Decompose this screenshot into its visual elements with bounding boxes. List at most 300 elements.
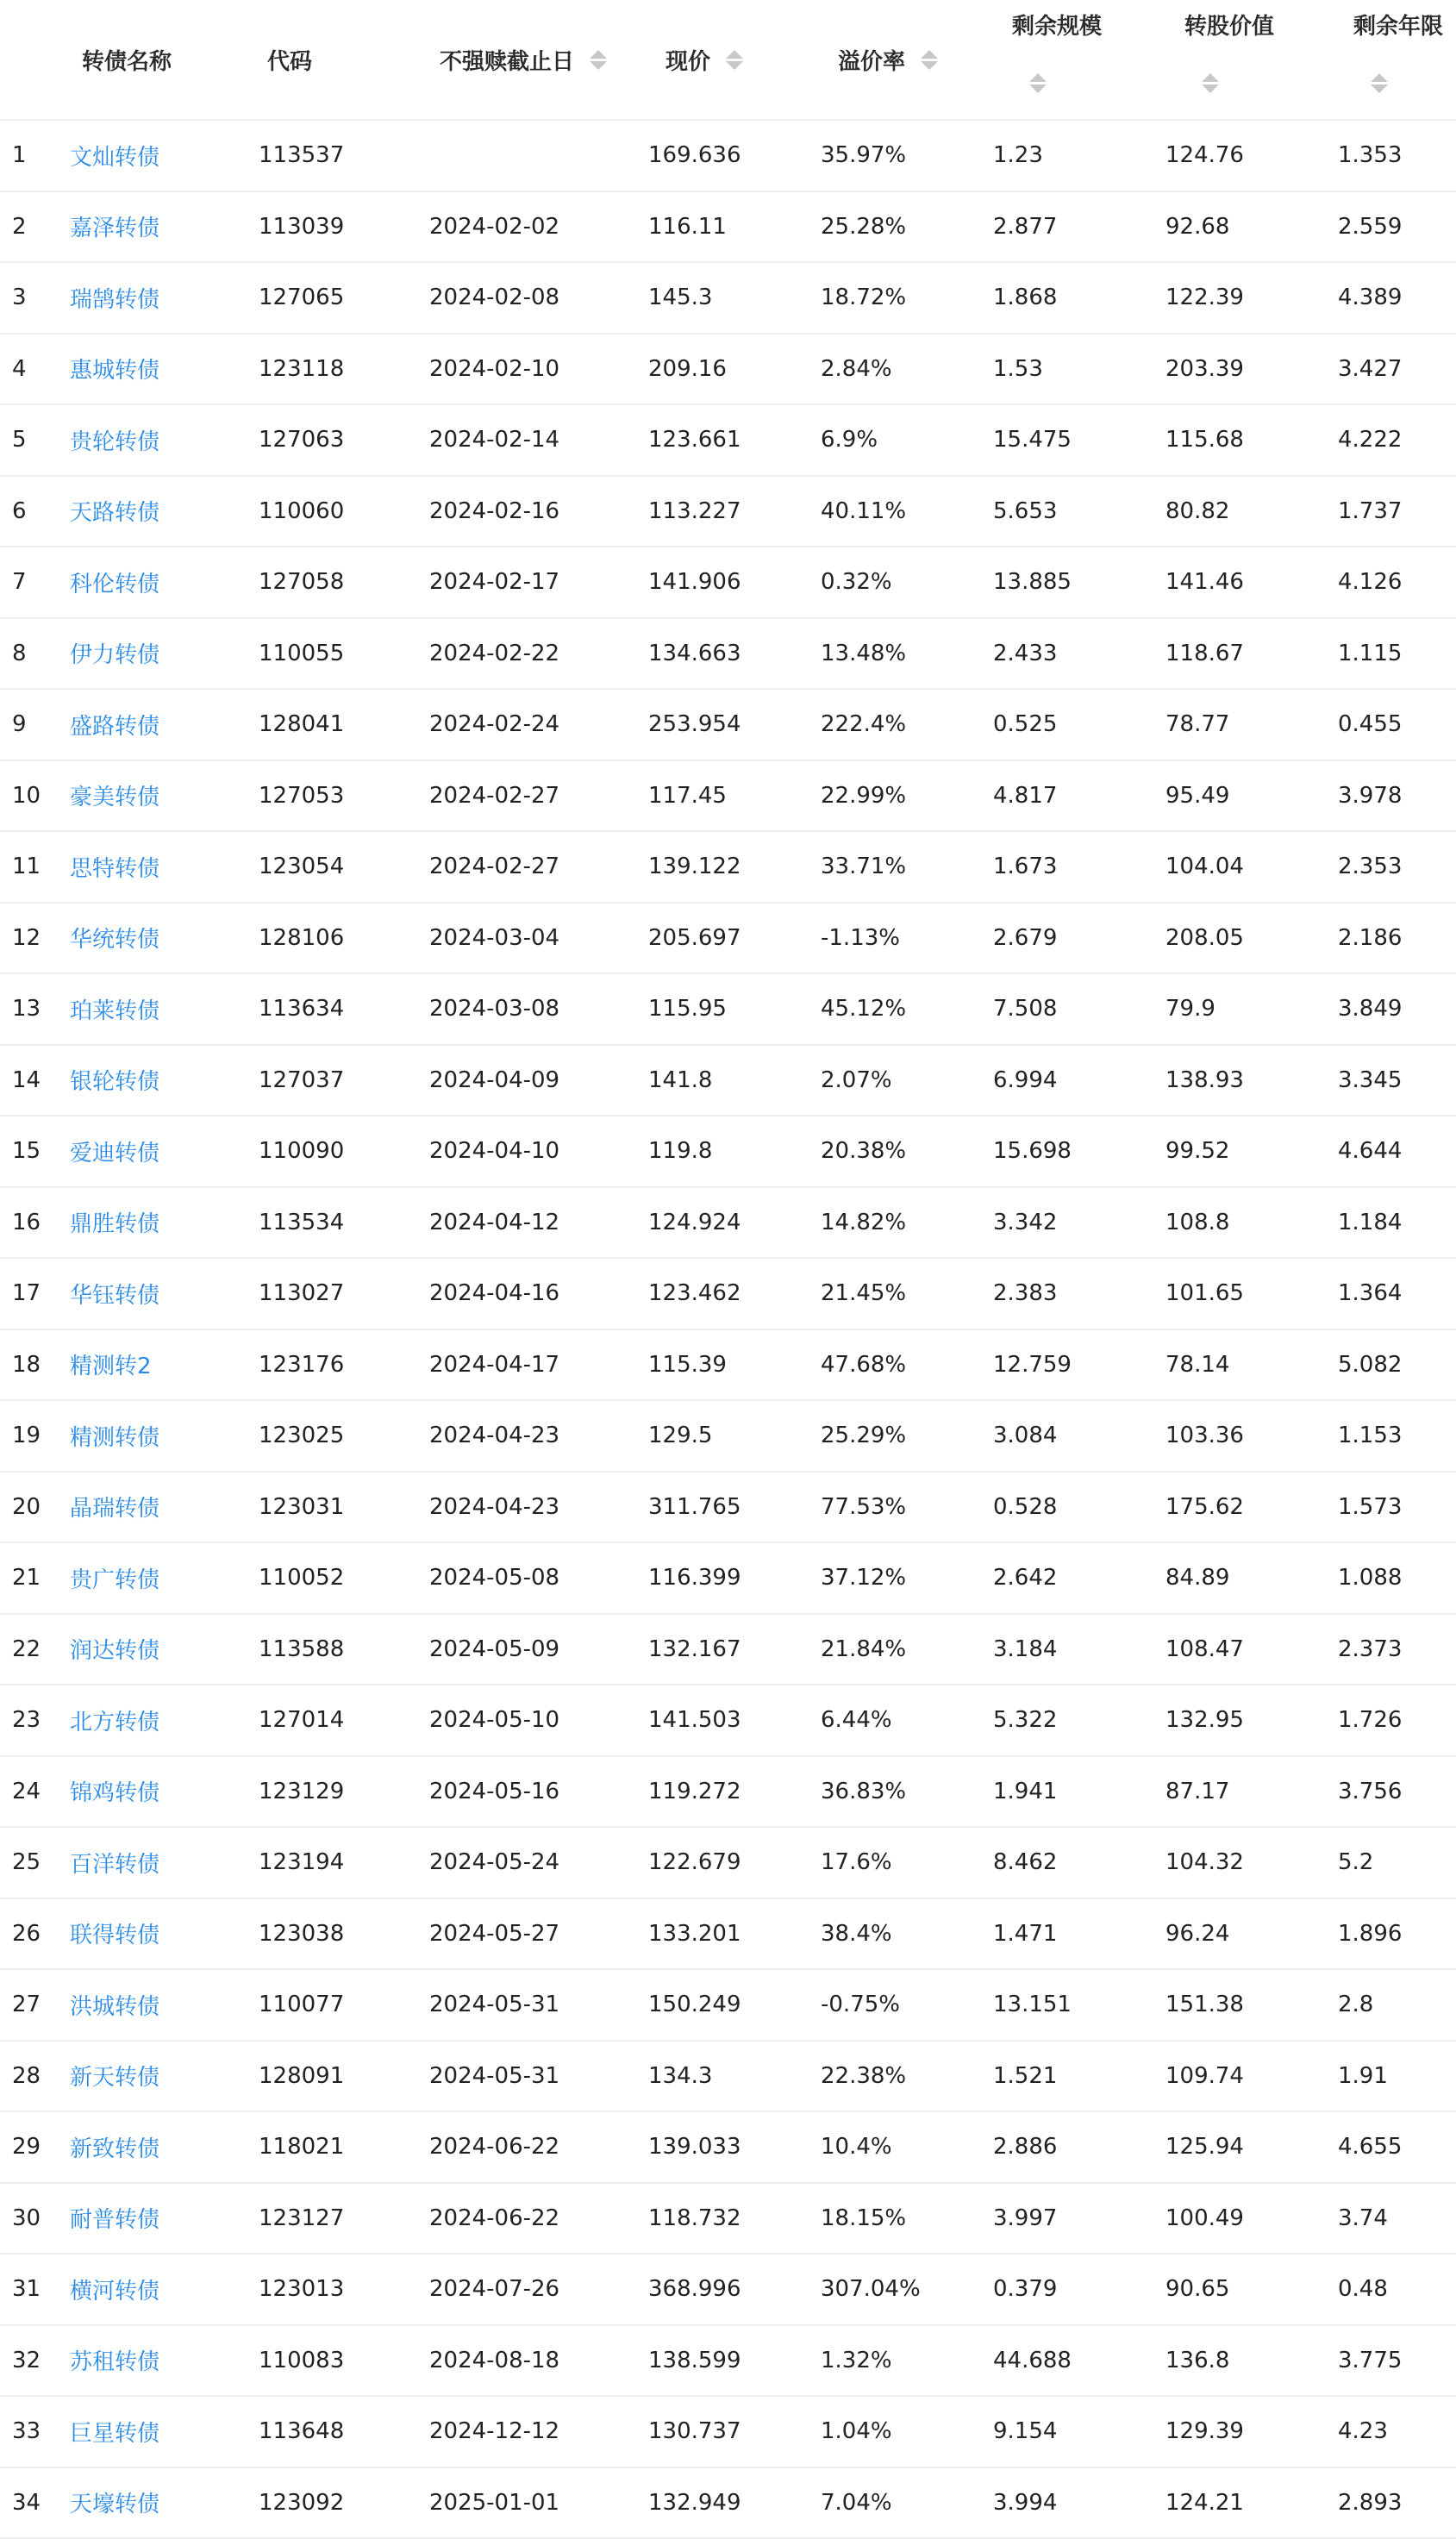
row-index-cell: [0, 1472, 65, 1543]
bond-name-link-cell: [65, 547, 250, 618]
row-index: 7: [12, 569, 27, 596]
conversion-value: 104.32: [1165, 1849, 1244, 1876]
bond-name-link[interactable]: 天路转债: [70, 500, 160, 527]
current-price-cell: [648, 1969, 821, 2041]
remaining-scale-cell: [993, 1685, 1165, 1756]
redeem-deadline-date: 2024-02-16: [429, 497, 560, 524]
bond-name-link-cell: [65, 1542, 250, 1614]
remaining-scale-cell: [993, 760, 1165, 832]
premium-rate: 21.84%: [821, 1635, 907, 1662]
premium-rate-cell: [821, 1116, 993, 1187]
header-redeem-date[interactable]: [422, 0, 648, 120]
remaining-years-cell: [1338, 1756, 1456, 1828]
remaining-years-cell: [1338, 191, 1456, 263]
redeem-deadline-date-cell: [422, 1116, 648, 1187]
table-row[interactable]: [0, 1400, 1456, 1472]
remaining-years-cell: [1338, 1614, 1456, 1685]
remaining-years: 1.726: [1338, 1707, 1403, 1734]
bond-name-link[interactable]: 天壕转债: [70, 2492, 160, 2518]
header-redeem-date-label: 不强赎截止日: [440, 48, 575, 75]
row-index: 15: [12, 1138, 41, 1165]
conversion-value: 115.68: [1165, 427, 1244, 453]
bond-name-link[interactable]: 惠城转债: [70, 358, 160, 385]
redeem-deadline-date: 2024-05-24: [429, 1849, 560, 1876]
remaining-years: 1.153: [1338, 1423, 1403, 1449]
remaining-scale: 3.994: [993, 2489, 1058, 2516]
remaining-scale: 2.886: [993, 2134, 1058, 2161]
table-row[interactable]: [0, 618, 1456, 690]
remaining-years-cell: [1338, 831, 1456, 903]
conversion-value: 124.76: [1165, 142, 1244, 169]
header-conversion-value[interactable]: [1165, 0, 1338, 120]
table-row[interactable]: [0, 2396, 1456, 2467]
bond-name-link-cell: [65, 1472, 250, 1543]
conversion-value-cell: [1165, 618, 1338, 690]
conversion-value: 78.77: [1165, 711, 1230, 738]
redeem-deadline-date-cell: [422, 547, 648, 618]
current-price-cell: [648, 1898, 821, 1970]
conversion-value-cell: [1165, 2396, 1338, 2467]
conversion-value-cell: [1165, 973, 1338, 1045]
bond-code: 127058: [259, 569, 345, 596]
remaining-scale: 1.521: [993, 2062, 1058, 2089]
redeem-deadline-date-cell: [422, 2396, 648, 2467]
bond-name-link[interactable]: 新致转债: [70, 2136, 160, 2162]
redeem-deadline-date: 2024-04-23: [429, 1493, 560, 1520]
table-row[interactable]: [0, 547, 1456, 618]
sort-arrows-icon[interactable]: [1202, 73, 1219, 93]
sort-arrows-icon[interactable]: [921, 50, 938, 70]
bond-name-link-cell: [65, 618, 250, 690]
remaining-scale-cell: [993, 1472, 1165, 1543]
bond-code: 123127: [259, 2204, 345, 2231]
row-index: 32: [12, 2347, 41, 2373]
premium-rate: 45.12%: [821, 996, 907, 1022]
remaining-years: 1.353: [1338, 142, 1403, 169]
remaining-scale-cell: [993, 2325, 1165, 2397]
bond-code: 113537: [259, 142, 345, 169]
redeem-deadline-date: 2024-08-18: [429, 2347, 560, 2373]
table-row[interactable]: [0, 1187, 1456, 1259]
remaining-years: 2.893: [1338, 2489, 1403, 2516]
row-index: 1: [12, 142, 27, 169]
conversion-value: 129.39: [1165, 2418, 1244, 2445]
current-price-cell: [648, 1472, 821, 1543]
bond-name-link-cell: [65, 2467, 250, 2539]
table-row[interactable]: [0, 2467, 1456, 2539]
bond-name-link[interactable]: 嘉泽转债: [70, 216, 160, 242]
remaining-years-cell: [1338, 547, 1456, 618]
bond-code-cell: [250, 1400, 422, 1472]
conversion-value: 132.95: [1165, 1707, 1244, 1734]
bond-name-link[interactable]: 巨星转债: [70, 2420, 160, 2447]
bond-name-link[interactable]: 锦鸡转债: [70, 1780, 160, 1807]
bond-name-link[interactable]: 润达转债: [70, 1638, 160, 1665]
table-row[interactable]: [0, 404, 1456, 476]
table-row[interactable]: [0, 1116, 1456, 1187]
redeem-deadline-date-cell: [422, 2467, 648, 2539]
bond-code: 123194: [259, 1849, 345, 1876]
row-index-cell: [0, 618, 65, 690]
current-price: 133.201: [648, 1920, 741, 1947]
remaining-years-cell: [1338, 1969, 1456, 2041]
premium-rate: 10.4%: [821, 2134, 892, 2161]
row-index: 20: [12, 1493, 41, 1520]
conversion-value: 124.21: [1165, 2489, 1244, 2516]
redeem-deadline-date-cell: [422, 903, 648, 974]
bond-name-link[interactable]: 横河转债: [70, 2278, 160, 2304]
current-price-cell: [648, 1542, 821, 1614]
remaining-years-cell: [1338, 760, 1456, 832]
table-row[interactable]: [0, 262, 1456, 334]
current-price: 117.45: [648, 782, 727, 809]
header-code: [250, 0, 422, 120]
bond-name-link[interactable]: 贵广转债: [70, 1567, 160, 1593]
bond-name-link[interactable]: 爱迪转债: [70, 1140, 160, 1166]
row-index-cell: [0, 547, 65, 618]
current-price-cell: [648, 2396, 821, 2467]
remaining-scale-cell: [993, 2396, 1165, 2467]
table-row[interactable]: [0, 2041, 1456, 2112]
table-row[interactable]: [0, 831, 1456, 903]
bond-name-link[interactable]: 百洋转债: [70, 1851, 160, 1878]
bond-name-link[interactable]: 华钰转债: [70, 1282, 160, 1309]
premium-rate: 47.68%: [821, 1351, 907, 1378]
bond-code: 127037: [259, 1066, 345, 1093]
bond-code: 127063: [259, 427, 345, 453]
redeem-deadline-date: 2024-04-16: [429, 1280, 560, 1307]
redeem-deadline-date: 2024-02-22: [429, 640, 560, 666]
remaining-years-cell: [1338, 334, 1456, 405]
conversion-value-cell: [1165, 831, 1338, 903]
remaining-years-cell: [1338, 2396, 1456, 2467]
current-price: 130.737: [648, 2418, 741, 2445]
redeem-deadline-date: 2025-01-01: [429, 2489, 560, 2516]
bond-code: 113534: [259, 1209, 345, 1235]
premium-rate: 307.04%: [821, 2276, 921, 2303]
redeem-deadline-date: 2024-04-17: [429, 1351, 560, 1378]
bond-name-link[interactable]: 洪城转债: [70, 1993, 160, 2020]
bond-code-cell: [250, 476, 422, 547]
sort-arrows-icon[interactable]: [1371, 73, 1388, 93]
remaining-years: 5.082: [1338, 1351, 1403, 1378]
conversion-value-cell: [1165, 191, 1338, 263]
bond-name-link-cell: [65, 334, 250, 405]
premium-rate: 0.32%: [821, 569, 892, 596]
current-price-cell: [648, 334, 821, 405]
remaining-years-cell: [1338, 973, 1456, 1045]
remaining-years-cell: [1338, 1685, 1456, 1756]
conversion-value: 87.17: [1165, 1778, 1230, 1804]
premium-rate: 38.4%: [821, 1920, 892, 1947]
remaining-scale: 2.642: [993, 1565, 1058, 1592]
table-row[interactable]: [0, 2325, 1456, 2397]
redeem-deadline-date-cell: [422, 1756, 648, 1828]
bond-name-link[interactable]: 珀莱转债: [70, 997, 160, 1024]
table-row[interactable]: [0, 1329, 1456, 1401]
table-row[interactable]: [0, 2183, 1456, 2254]
bond-code: 127065: [259, 285, 345, 311]
remaining-years-cell: [1338, 903, 1456, 974]
current-price-cell: [648, 547, 821, 618]
bond-name-link-cell: [65, 1116, 250, 1187]
remaining-scale: 5.322: [993, 1707, 1058, 1734]
table-row[interactable]: [0, 476, 1456, 547]
redeem-deadline-date: 2024-12-12: [429, 2418, 560, 2445]
bond-code-cell: [250, 618, 422, 690]
redeem-deadline-date-cell: [422, 2254, 648, 2325]
remaining-scale: 1.941: [993, 1778, 1058, 1804]
remaining-scale: 2.877: [993, 213, 1058, 240]
row-index: 8: [12, 640, 27, 666]
bond-name-link[interactable]: 晶瑞转债: [70, 1496, 160, 1523]
conversion-value-cell: [1165, 2467, 1338, 2539]
table-row[interactable]: [0, 973, 1456, 1045]
redeem-deadline-date: 2024-02-17: [429, 569, 560, 596]
row-index: 16: [12, 1209, 41, 1235]
current-price-cell: [648, 689, 821, 760]
current-price: 205.697: [648, 924, 741, 951]
redeem-deadline-date: 2024-02-24: [429, 711, 560, 738]
table-row[interactable]: [0, 1472, 1456, 1543]
bond-code-cell: [250, 831, 422, 903]
remaining-scale: 9.154: [993, 2418, 1058, 2445]
current-price-cell: [648, 2254, 821, 2325]
premium-rate: 35.97%: [821, 142, 907, 169]
bond-name-link-cell: [65, 2396, 250, 2467]
bond-code: 123176: [259, 1351, 345, 1378]
bond-name-link[interactable]: 苏租转债: [70, 2349, 160, 2376]
bond-name-link[interactable]: 豪美转债: [70, 785, 160, 811]
conversion-value-cell: [1165, 1756, 1338, 1828]
bond-name-link[interactable]: 联得转债: [70, 1923, 160, 1949]
current-price: 134.3: [648, 2062, 713, 2089]
sort-arrows-icon[interactable]: [590, 50, 607, 70]
table-row[interactable]: [0, 1045, 1456, 1116]
remaining-years-cell: [1338, 1542, 1456, 1614]
bond-code: 123013: [259, 2276, 345, 2303]
conversion-value: 84.89: [1165, 1565, 1230, 1592]
redeem-deadline-date: 2024-04-10: [429, 1138, 560, 1165]
row-index-cell: [0, 404, 65, 476]
table-row[interactable]: [0, 903, 1456, 974]
bond-code-cell: [250, 262, 422, 334]
current-price-cell: [648, 2183, 821, 2254]
row-index-cell: [0, 1329, 65, 1401]
current-price-cell: [648, 2467, 821, 2539]
redeem-deadline-date-cell: [422, 760, 648, 832]
header-remaining-years[interactable]: [1338, 0, 1456, 120]
conversion-value-cell: [1165, 1472, 1338, 1543]
current-price: 123.661: [648, 427, 741, 453]
bond-name-link[interactable]: 鼎胜转债: [70, 1211, 160, 1238]
bond-code-cell: [250, 1045, 422, 1116]
row-index: 30: [12, 2204, 41, 2231]
premium-rate-cell: [821, 476, 993, 547]
bond-name-link-cell: [65, 191, 250, 263]
current-price-cell: [648, 476, 821, 547]
current-price: 132.949: [648, 2489, 741, 2516]
row-index-cell: [0, 2467, 65, 2539]
remaining-years-cell: [1338, 618, 1456, 690]
current-price-cell: [648, 1116, 821, 1187]
conversion-value-cell: [1165, 1116, 1338, 1187]
bond-code: 110060: [259, 497, 345, 524]
bond-name-link-cell: [65, 262, 250, 334]
table-row[interactable]: [0, 1542, 1456, 1614]
header-price-label: 现价: [666, 48, 711, 75]
remaining-scale: 15.698: [993, 1138, 1072, 1165]
current-price: 141.906: [648, 569, 741, 596]
remaining-scale-cell: [993, 1400, 1165, 1472]
row-index-cell: [0, 2041, 65, 2112]
remaining-scale: 13.885: [993, 569, 1072, 596]
bond-name-link[interactable]: 精测转债: [70, 1424, 160, 1451]
current-price-cell: [648, 1614, 821, 1685]
redeem-deadline-date-cell: [422, 262, 648, 334]
bond-name-link[interactable]: 北方转债: [70, 1709, 160, 1735]
conversion-value: 90.65: [1165, 2276, 1230, 2303]
premium-rate: 77.53%: [821, 1493, 907, 1520]
sort-arrows-icon[interactable]: [726, 50, 743, 70]
premium-rate: 40.11%: [821, 497, 907, 524]
table-row[interactable]: [0, 760, 1456, 832]
header-price[interactable]: [648, 0, 821, 120]
conversion-value: 100.49: [1165, 2204, 1244, 2231]
table-row[interactable]: [0, 1969, 1456, 2041]
bond-code-cell: [250, 1898, 422, 1970]
conversion-value-cell: [1165, 476, 1338, 547]
table-row[interactable]: [0, 1898, 1456, 1970]
bond-name-link[interactable]: 贵轮转债: [70, 428, 160, 455]
table-row[interactable]: [0, 689, 1456, 760]
remaining-years-cell: [1338, 1045, 1456, 1116]
table-row[interactable]: [0, 1685, 1456, 1756]
premium-rate-cell: [821, 1400, 993, 1472]
remaining-years: 5.2: [1338, 1849, 1374, 1876]
redeem-deadline-date-cell: [422, 1542, 648, 1614]
bond-code: 113634: [259, 996, 345, 1022]
bond-name-link[interactable]: 华统转债: [70, 927, 160, 954]
bond-code-cell: [250, 547, 422, 618]
conversion-value-cell: [1165, 1329, 1338, 1401]
table-row[interactable]: [0, 1258, 1456, 1329]
conversion-value: 203.39: [1165, 355, 1244, 382]
remaining-scale: 0.379: [993, 2276, 1058, 2303]
conversion-value: 99.52: [1165, 1138, 1230, 1165]
header-premium[interactable]: [821, 0, 993, 120]
bond-name-link[interactable]: 伊力转债: [70, 642, 160, 669]
row-index: 9: [12, 711, 27, 738]
remaining-years: 3.756: [1338, 1778, 1403, 1804]
conversion-value-cell: [1165, 2041, 1338, 2112]
redeem-deadline-date: 2024-05-10: [429, 1707, 560, 1734]
remaining-years: 1.737: [1338, 497, 1403, 524]
bond-name-link-cell: [65, 1969, 250, 2041]
table-row[interactable]: [0, 120, 1456, 191]
bond-name-link[interactable]: 精测转2: [70, 1354, 152, 1380]
bond-name-link[interactable]: 思特转债: [70, 855, 160, 882]
bond-code: 123118: [259, 355, 345, 382]
row-index-cell: [0, 191, 65, 263]
remaining-years: 3.775: [1338, 2347, 1403, 2373]
conversion-value: 175.62: [1165, 1493, 1244, 1520]
remaining-scale-cell: [993, 689, 1165, 760]
current-price: 129.5: [648, 1423, 713, 1449]
bond-name-link[interactable]: 盛路转债: [70, 713, 160, 740]
premium-rate: 25.28%: [821, 213, 907, 240]
row-index-cell: [0, 2111, 65, 2183]
bond-name-link-cell: [65, 1827, 250, 1898]
remaining-years-cell: [1338, 262, 1456, 334]
table-row[interactable]: [0, 1756, 1456, 1828]
redeem-deadline-date-cell: [422, 191, 648, 263]
premium-rate-cell: [821, 1827, 993, 1898]
bond-name-link[interactable]: 新天转债: [70, 2065, 160, 2092]
premium-rate-cell: [821, 2325, 993, 2397]
remaining-scale: 2.433: [993, 640, 1058, 666]
bond-name-link[interactable]: 瑞鹄转债: [70, 286, 160, 313]
current-price: 150.249: [648, 1992, 741, 2018]
remaining-scale-cell: [993, 1045, 1165, 1116]
redeem-deadline-date: 2024-06-22: [429, 2204, 560, 2231]
row-index: 28: [12, 2062, 41, 2089]
row-index: 18: [12, 1351, 41, 1378]
conversion-value: 109.74: [1165, 2062, 1244, 2089]
redeem-deadline-date-cell: [422, 1969, 648, 2041]
row-index: 25: [12, 1849, 41, 1876]
table-row[interactable]: [0, 2254, 1456, 2325]
row-index: 22: [12, 1635, 41, 1662]
current-price-cell: [648, 831, 821, 903]
bond-code-cell: [250, 2254, 422, 2325]
row-index-cell: [0, 1827, 65, 1898]
header-remaining-scale[interactable]: [993, 0, 1165, 120]
remaining-scale: 44.688: [993, 2347, 1072, 2373]
premium-rate: 36.83%: [821, 1778, 907, 1804]
remaining-years-cell: [1338, 2254, 1456, 2325]
redeem-deadline-date: 2024-03-08: [429, 996, 560, 1022]
bond-name-link[interactable]: 耐普转债: [70, 2207, 160, 2234]
table-row[interactable]: [0, 191, 1456, 263]
sort-arrows-icon[interactable]: [1029, 73, 1047, 93]
current-price: 124.924: [648, 1209, 741, 1235]
redeem-deadline-date-cell: [422, 1898, 648, 1970]
row-index: 13: [12, 996, 41, 1022]
premium-rate-cell: [821, 1187, 993, 1259]
table-row[interactable]: [0, 2111, 1456, 2183]
remaining-scale: 5.653: [993, 497, 1058, 524]
table-row[interactable]: [0, 1827, 1456, 1898]
bond-name-link[interactable]: 文灿转债: [70, 144, 160, 171]
table-row[interactable]: [0, 1614, 1456, 1685]
remaining-scale-cell: [993, 973, 1165, 1045]
bond-name-link-cell: [65, 903, 250, 974]
table-row[interactable]: [0, 334, 1456, 405]
remaining-scale: 13.151: [993, 1992, 1072, 2018]
current-price: 138.599: [648, 2347, 741, 2373]
remaining-years-cell: [1338, 1472, 1456, 1543]
bond-name-link[interactable]: 科伦转债: [70, 571, 160, 597]
bond-name-link[interactable]: 银轮转债: [70, 1069, 160, 1096]
premium-rate: 20.38%: [821, 1138, 907, 1165]
row-index: 27: [12, 1992, 41, 2018]
bond-code: 110083: [259, 2347, 345, 2373]
premium-rate-cell: [821, 2254, 993, 2325]
header-bond-name-label: 转债名称: [82, 48, 172, 75]
bond-code-cell: [250, 404, 422, 476]
conversion-value: 92.68: [1165, 213, 1230, 240]
